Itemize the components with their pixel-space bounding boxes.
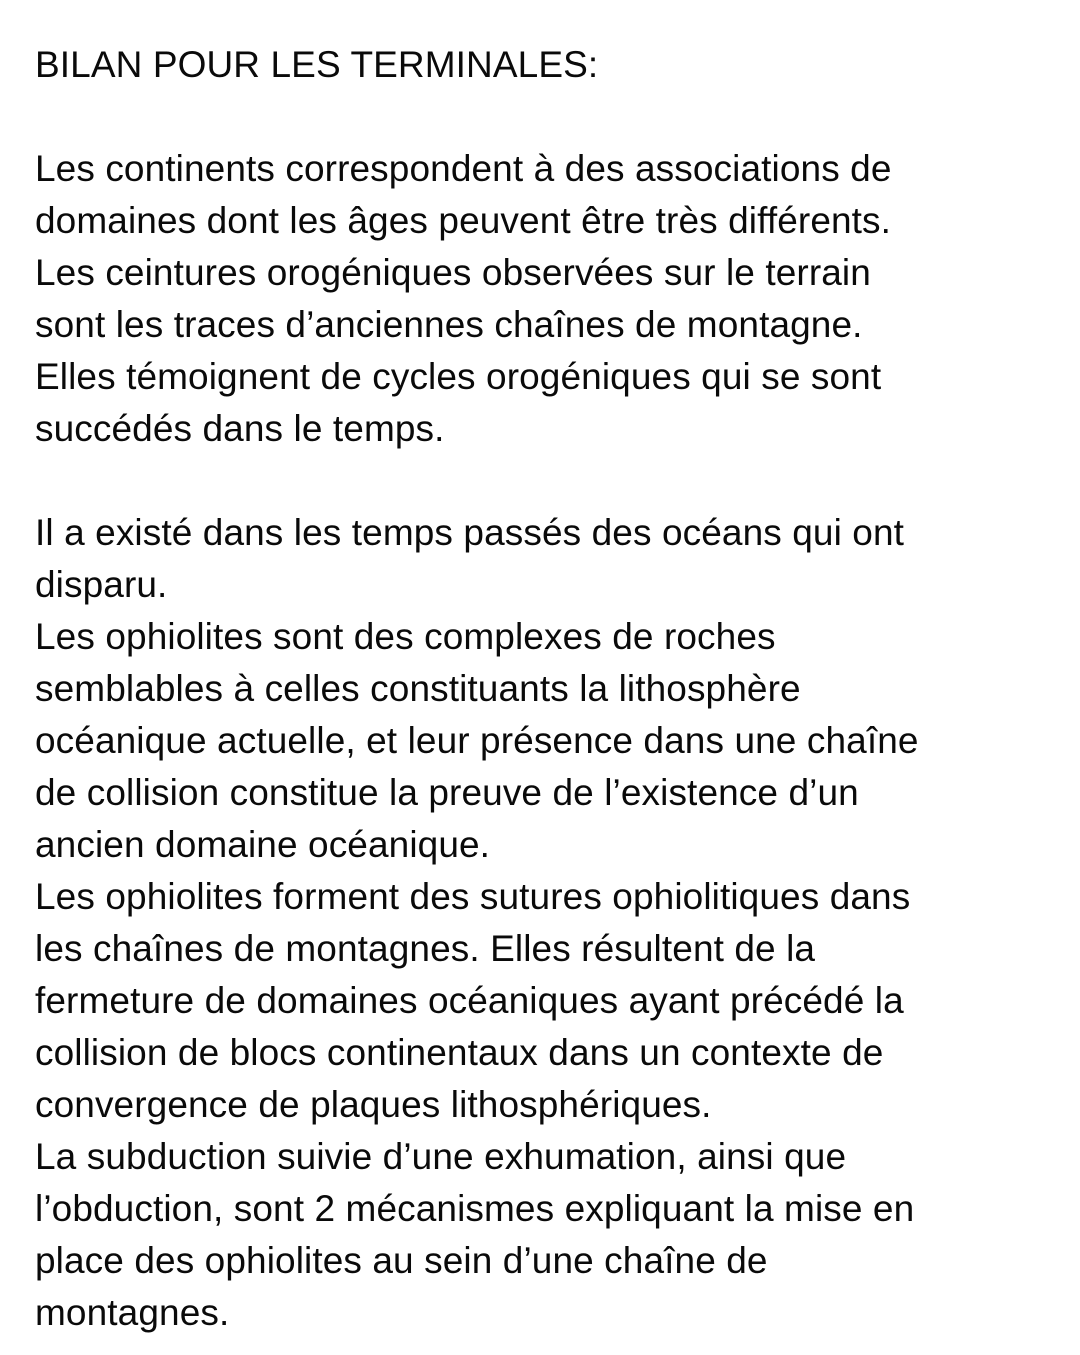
paragraph1-line-3: Les ceintures orogéniques observées sur le terrain	[35, 252, 871, 293]
paragraph2-line-2: disparu.	[35, 564, 168, 605]
paragraph2-line-1: Il a existé dans les temps passés des océans qui ont	[35, 512, 905, 553]
paragraph1-line-2: domaines dont les âges peuvent être très différents.	[35, 200, 892, 241]
paragraph2-line-6: de collision constitue la preuve de l’existence d’un	[35, 772, 859, 813]
paragraph2-line-14: l’obduction, sont 2 mécanismes expliquant la mise en	[35, 1188, 915, 1229]
paragraph1-line-4: sont les traces d’anciennes chaînes de montagne.	[35, 304, 863, 345]
note-heading: BILAN POUR LES TERMINALES:	[35, 44, 599, 85]
paragraph2-line-3: Les ophiolites sont des complexes de roches	[35, 616, 776, 657]
paragraph1-line-1: Les continents correspondent à des associations de	[35, 148, 892, 189]
paragraph1-line-5: Elles témoignent de cycles orogéniques qui se sont	[35, 356, 882, 397]
blank-line	[35, 455, 1045, 507]
paragraph2-line-13: La subduction suivie d’une exhumation, ainsi que	[35, 1136, 847, 1177]
paragraph2-line-5: océanique actuelle, et leur présence dans une chaîne	[35, 720, 919, 761]
paragraph2-line-4: semblables à celles constituants la lithosphère	[35, 668, 801, 709]
paragraph1-line-6: succédés dans le temps.	[35, 408, 445, 449]
paragraph2-line-12: convergence de plaques lithosphériques.	[35, 1084, 712, 1125]
paragraph2-line-11: collision de blocs continentaux dans un contexte de	[35, 1032, 884, 1073]
paragraph2-line-16: montagnes.	[35, 1292, 230, 1333]
paragraph2-line-10: fermeture de domaines océaniques ayant précédé la	[35, 980, 904, 1021]
paragraph2-line-8: Les ophiolites forment des sutures ophiolitiques dans	[35, 876, 911, 917]
paragraph2-line-7: ancien domaine océanique.	[35, 824, 491, 865]
blank-line	[35, 91, 1045, 143]
paragraph2-line-15: place des ophiolites au sein d’une chaîne de	[35, 1240, 768, 1281]
paragraph2-line-9: les chaînes de montagnes. Elles résultent de la	[35, 928, 816, 969]
note-body[interactable]	[35, 39, 1045, 1339]
